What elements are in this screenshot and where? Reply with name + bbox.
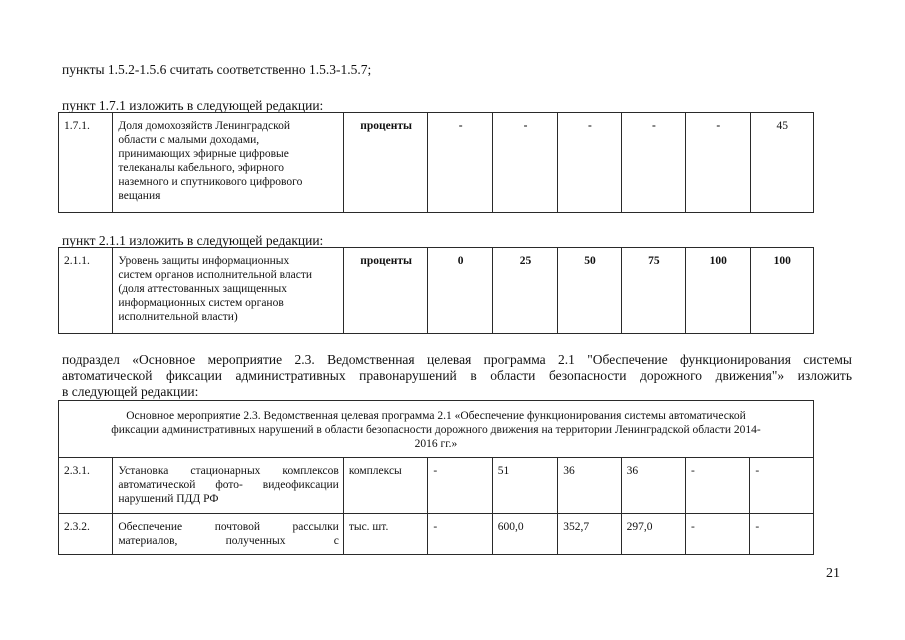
value-cell: 0 — [428, 248, 492, 334]
value-cell: 51 — [492, 458, 557, 514]
activity-name-line: нарушений ПДД РФ — [118, 493, 219, 505]
table-header-row — [59, 401, 814, 458]
indicator-name-line: Доля домохозяйств Ленинградской — [118, 120, 291, 132]
value-cell: - — [686, 113, 750, 213]
value-cell: - — [750, 514, 814, 555]
indicator-name-line: систем органов исполнительной власти — [118, 269, 313, 281]
heading-item-2-1-1: пункт 2.1.1 изложить в следующей редакции: — [62, 233, 324, 248]
value-cell: 36 — [558, 458, 621, 514]
indicator-name — [113, 113, 344, 213]
table-row — [59, 514, 814, 555]
indicator-name-line: вещания — [118, 190, 161, 202]
subsection-paragraph — [62, 352, 852, 400]
value-cell: 50 — [558, 248, 621, 334]
unit-cell: комплексы — [343, 458, 428, 514]
indicator-name-line: телеканалы кабельного, эфирного — [118, 162, 284, 174]
table-row — [59, 458, 814, 514]
activity-name-line: Обеспечение почтовой рассылки — [118, 521, 339, 533]
indicator-name-line: области с малыми доходами, — [118, 134, 260, 146]
row-number: 2.3.1. — [59, 458, 113, 514]
indicator-name-line: Уровень защиты информационных — [118, 255, 290, 267]
header-line: Основное мероприятие 2.3. Ведомственная целевая программа 2.1 «Обеспечение функционирования системы автоматической — [126, 410, 746, 422]
value-cell: 100 — [750, 248, 813, 334]
paragraph-line: автоматической фиксации административных правонарушений в области безопасности дорожного движения"» изложить — [62, 368, 852, 383]
unit-cell: проценты — [343, 248, 428, 334]
value-cell: 75 — [621, 248, 685, 334]
header-line: фиксации административных нарушений в области безопасности дорожного движения на территории Ленинградской области 2014- — [111, 424, 761, 436]
value-cell: - — [428, 514, 492, 555]
table-header-cell — [59, 401, 814, 458]
header-line: 2016 гг.» — [414, 438, 458, 450]
unit-cell: тыс. шт. — [343, 514, 428, 555]
indicator-name-line: принимающих эфирные цифровые — [118, 148, 289, 160]
paragraph-line: в следующей редакции: — [62, 384, 199, 399]
indicator-name — [113, 248, 344, 334]
page-number: 21 — [826, 566, 840, 581]
table-item-2-1-1 — [58, 247, 814, 334]
value-cell: 352,7 — [558, 514, 621, 555]
table-row — [59, 113, 814, 213]
table-main-activity-2-3 — [58, 400, 814, 555]
indicator-name-line: исполнительной власти) — [118, 311, 238, 323]
table-row — [59, 248, 814, 334]
value-cell: - — [686, 514, 750, 555]
unit-cell: проценты — [343, 113, 428, 213]
value-cell: 600,0 — [492, 514, 557, 555]
value-cell: 36 — [621, 458, 685, 514]
activity-name — [113, 514, 343, 555]
row-number: 1.7.1. — [59, 113, 113, 213]
activity-name — [113, 458, 343, 514]
indicator-name-line: информационных систем органов — [118, 297, 284, 309]
value-cell: - — [428, 113, 492, 213]
value-cell: - — [558, 113, 621, 213]
activity-name-line: материалов, полученных с — [118, 535, 339, 547]
indicator-name-line: наземного и спутникового цифрового — [118, 176, 303, 188]
value-cell: - — [428, 458, 492, 514]
activity-name-line: автоматической фото- видеофиксации — [118, 479, 339, 491]
value-cell: 45 — [750, 113, 813, 213]
intro-line: пункты 1.5.2-1.5.6 считать соответственно 1.5.3-1.5.7; — [62, 62, 372, 77]
activity-name-line: Установка стационарных комплексов — [118, 465, 339, 477]
value-cell: 25 — [492, 248, 557, 334]
heading-item-1-7-1: пункт 1.7.1 изложить в следующей редакции: — [62, 98, 324, 113]
value-cell: - — [686, 458, 750, 514]
value-cell: - — [492, 113, 557, 213]
value-cell: - — [621, 113, 685, 213]
row-number: 2.3.2. — [59, 514, 113, 555]
indicator-name-line: (доля аттестованных защищенных — [118, 283, 287, 295]
row-number: 2.1.1. — [59, 248, 113, 334]
table-item-1-7-1 — [58, 112, 814, 213]
value-cell: - — [750, 458, 814, 514]
paragraph-line: подраздел «Основное мероприятие 2.3. Ведомственная целевая программа 2.1 "Обеспечение функционирования системы — [62, 352, 852, 367]
value-cell: 100 — [686, 248, 750, 334]
value-cell: 297,0 — [621, 514, 685, 555]
